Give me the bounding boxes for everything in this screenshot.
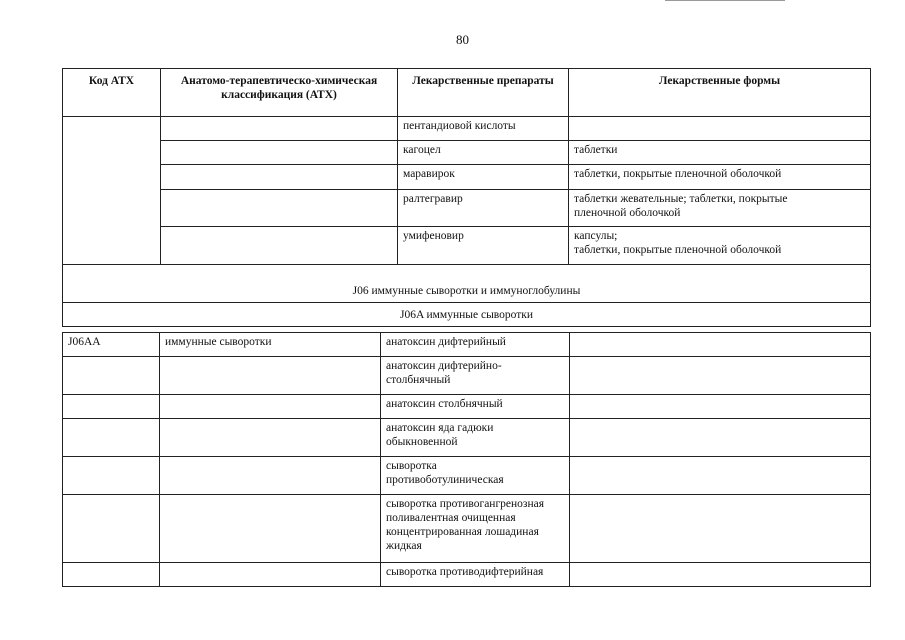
table-row xyxy=(63,117,871,141)
drug-cell: сыворотка противодифтерийная xyxy=(381,563,570,587)
drug-cell: сыворотка противогангренозная поливалентная очищенная концентрированная лошадиная жидкая xyxy=(381,495,570,563)
atc-classification-cell xyxy=(160,419,381,457)
dosage-form-cell: таблетки жевательные; таблетки, покрытые пленочной оболочкой xyxy=(569,190,871,227)
atc-classification-cell xyxy=(161,141,398,165)
atc-classification-cell xyxy=(160,495,381,563)
atc-classification-cell xyxy=(160,457,381,495)
dosage-form-cell xyxy=(570,419,871,457)
drug-cell: анатоксин дифтерийный xyxy=(381,333,570,357)
drug-cell: маравирок xyxy=(398,165,569,190)
table-row xyxy=(63,395,871,419)
atc-classification-cell: иммунные сыворотки xyxy=(160,333,381,357)
dosage-form-cell xyxy=(570,395,871,419)
drug-table-upper xyxy=(62,68,871,327)
drug-cell: умифеновир xyxy=(398,227,569,265)
header-atc-code: Код АТХ xyxy=(63,69,161,117)
header-atc-classification: Анатомо-терапевтическо-химическая классификация (АТХ) xyxy=(161,69,398,117)
subgroup-heading-row xyxy=(63,303,871,327)
drug-cell: ралтегравир xyxy=(398,190,569,227)
atc-classification-cell xyxy=(161,165,398,190)
drug-cell: пентандиовой кислоты xyxy=(398,117,569,141)
table-row xyxy=(63,141,871,165)
dosage-form-cell xyxy=(570,333,871,357)
table-row xyxy=(63,165,871,190)
atc-code-cell xyxy=(63,117,161,265)
drug-cell: анатоксин дифтерийно- столбнячный xyxy=(381,357,570,395)
scan-edge-line xyxy=(665,0,785,1)
atc-classification-cell xyxy=(160,563,381,587)
table-row xyxy=(63,357,871,395)
header-dosage-forms: Лекарственные формы xyxy=(569,69,871,117)
atc-code-cell: J06AA xyxy=(63,333,160,357)
table-row xyxy=(63,419,871,457)
atc-code-cell xyxy=(63,419,160,457)
atc-code-cell xyxy=(63,563,160,587)
atc-classification-cell xyxy=(161,227,398,265)
dosage-form-cell: таблетки xyxy=(569,141,871,165)
group-heading-row xyxy=(63,265,871,303)
dosage-form-cell: капсулы; таблетки, покрытые пленочной оболочкой xyxy=(569,227,871,265)
atc-code-cell xyxy=(63,495,160,563)
atc-classification-cell xyxy=(161,190,398,227)
table-row xyxy=(63,457,871,495)
page-number: 80 xyxy=(456,32,469,47)
dosage-form-cell xyxy=(570,457,871,495)
drug-table-lower xyxy=(62,332,871,587)
atc-code-cell xyxy=(63,457,160,495)
atc-code-cell xyxy=(63,395,160,419)
atc-classification-cell xyxy=(160,357,381,395)
dosage-form-cell xyxy=(570,563,871,587)
header-drugs: Лекарственные препараты xyxy=(398,69,569,117)
drug-cell: кагоцел xyxy=(398,141,569,165)
group-heading: J06 иммунные сыворотки и иммуноглобулины xyxy=(63,265,871,303)
dosage-form-cell xyxy=(570,495,871,563)
subgroup-heading: J06A иммунные сыворотки xyxy=(63,303,871,327)
table-row xyxy=(63,333,871,357)
dosage-form-cell xyxy=(570,357,871,395)
dosage-form-cell: таблетки, покрытые пленочной оболочкой xyxy=(569,165,871,190)
table-row xyxy=(63,190,871,227)
drug-cell: сыворотка противоботулиническая xyxy=(381,457,570,495)
atc-classification-cell xyxy=(160,395,381,419)
atc-code-cell xyxy=(63,357,160,395)
drug-cell: анатоксин столбнячный xyxy=(381,395,570,419)
atc-classification-cell xyxy=(161,117,398,141)
table-row xyxy=(63,563,871,587)
table-row xyxy=(63,227,871,265)
table-row xyxy=(63,495,871,563)
drug-cell: анатоксин яда гадюки обыкновенной xyxy=(381,419,570,457)
dosage-form-cell xyxy=(569,117,871,141)
table-header-row xyxy=(63,69,871,117)
